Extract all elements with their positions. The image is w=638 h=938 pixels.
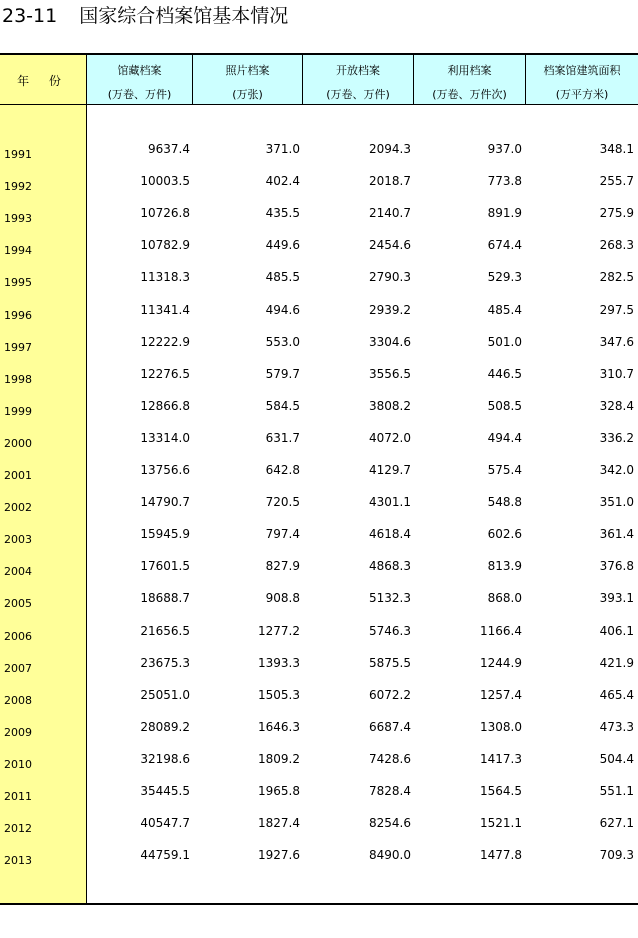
- row-value: 275.9: [599, 206, 634, 221]
- row-value: 13756.6: [140, 463, 190, 477]
- row-year: 2005: [4, 597, 32, 611]
- row-value: 406.1: [599, 623, 634, 638]
- row-value: 575.4: [487, 463, 522, 477]
- row-value: 371.0: [265, 142, 300, 156]
- row-value: 18688.7: [140, 591, 190, 606]
- row-value: 602.6: [487, 527, 522, 542]
- row-year: 2003: [4, 533, 32, 547]
- row-value: 35445.5: [140, 784, 190, 798]
- row-value: 551.1: [599, 784, 634, 798]
- row-value: 1927.6: [258, 848, 300, 863]
- row-value: 494.6: [265, 302, 300, 317]
- table-row: [0, 495, 638, 527]
- row-value: 7428.6: [369, 751, 411, 766]
- row-value: 6072.2: [369, 687, 411, 702]
- row-value: 1505.3: [258, 687, 300, 702]
- row-value: 40547.7: [140, 816, 190, 831]
- row-value: 7828.4: [369, 784, 411, 798]
- row-value: 328.4: [599, 398, 634, 413]
- row-year: 1997: [4, 340, 32, 354]
- row-value: 1393.3: [258, 655, 300, 670]
- row-value: 12866.8: [140, 398, 190, 413]
- row-value: 361.4: [599, 527, 634, 542]
- row-year: 1995: [4, 276, 32, 290]
- row-value: 827.9: [265, 559, 300, 574]
- header-used-unit: (万卷、万件次): [432, 88, 507, 101]
- row-value: 584.5: [265, 398, 300, 413]
- table-row: [0, 270, 638, 302]
- table-row: [0, 624, 638, 656]
- table-bottom-rule: [0, 903, 638, 905]
- header-photos-unit: (万张): [232, 88, 263, 101]
- row-value: 3556.5: [369, 366, 411, 381]
- row-value: 268.3: [599, 238, 634, 253]
- row-value: 773.8: [487, 174, 522, 189]
- row-value: 347.6: [599, 334, 634, 349]
- row-value: 627.1: [599, 816, 634, 831]
- row-value: 342.0: [599, 463, 634, 477]
- table-row: [0, 335, 638, 367]
- row-year: 1996: [4, 308, 32, 322]
- row-value: 937.0: [487, 142, 522, 156]
- row-value: 21656.5: [140, 623, 190, 638]
- row-value: 2454.6: [369, 238, 411, 253]
- row-value: 44759.1: [140, 848, 190, 863]
- header-open-name: 开放档案: [336, 64, 380, 77]
- row-value: 720.5: [265, 495, 300, 510]
- header-area-unit: (万平方米): [555, 88, 609, 101]
- row-value: 32198.6: [140, 751, 190, 766]
- row-value: 485.5: [265, 270, 300, 285]
- row-value: 310.7: [599, 366, 634, 381]
- row-value: 12276.5: [140, 366, 190, 381]
- row-value: 5132.3: [369, 591, 411, 606]
- table-row: [0, 367, 638, 399]
- row-value: 3808.2: [369, 398, 411, 413]
- row-value: 4618.4: [369, 527, 411, 542]
- row-value: 1308.0: [480, 719, 522, 734]
- table-row: [0, 174, 638, 206]
- table-row: [0, 848, 638, 880]
- row-value: 1417.3: [480, 751, 522, 766]
- row-value: 1646.3: [258, 719, 300, 734]
- row-value: 1521.1: [480, 816, 522, 831]
- row-value: 674.4: [487, 238, 522, 253]
- header-area: [526, 55, 638, 104]
- row-value: 4868.3: [369, 559, 411, 574]
- row-year: 2007: [4, 661, 32, 675]
- row-value: 465.4: [599, 687, 634, 702]
- row-value: 449.6: [265, 238, 300, 253]
- row-value: 10003.5: [140, 174, 190, 189]
- row-value: 2140.7: [369, 206, 411, 221]
- table-row: [0, 784, 638, 816]
- row-value: 908.8: [265, 591, 300, 606]
- table-row: [0, 527, 638, 559]
- row-value: 485.4: [487, 302, 522, 317]
- header-open-unit: (万卷、万件): [326, 88, 390, 101]
- page-title: [2, 2, 288, 30]
- row-year: 2004: [4, 565, 32, 579]
- row-value: 797.4: [265, 527, 300, 542]
- row-year: 1998: [4, 372, 32, 386]
- row-value: 4129.7: [369, 463, 411, 477]
- row-value: 508.5: [487, 398, 522, 413]
- row-year: 2001: [4, 469, 32, 482]
- header-holdings-name: 馆藏档案: [117, 64, 162, 77]
- row-value: 11341.4: [140, 302, 190, 317]
- header-used: [414, 55, 525, 104]
- table-row: [0, 656, 638, 688]
- header-year: 年 份: [17, 74, 69, 88]
- table-row: [0, 206, 638, 238]
- row-value: 1166.4: [480, 623, 522, 638]
- table-row: [0, 431, 638, 463]
- row-year: 2010: [4, 757, 32, 771]
- table-row: [0, 238, 638, 270]
- row-value: 8254.6: [369, 816, 411, 831]
- row-year: 2006: [4, 629, 32, 643]
- row-year: 1991: [4, 148, 32, 161]
- row-value: 1257.4: [480, 687, 522, 702]
- row-value: 473.3: [599, 719, 634, 734]
- row-value: 14790.7: [140, 495, 190, 510]
- row-value: 297.5: [599, 302, 634, 317]
- row-value: 579.7: [265, 366, 300, 381]
- row-year: 2008: [4, 693, 32, 707]
- row-value: 376.8: [599, 559, 634, 574]
- row-year: 1993: [4, 212, 32, 226]
- header-photos: [193, 55, 302, 104]
- row-value: 435.5: [265, 206, 300, 221]
- row-value: 5875.5: [369, 655, 411, 670]
- row-value: 529.3: [487, 270, 522, 285]
- table-row: [0, 399, 638, 431]
- table-row: [0, 142, 638, 174]
- table-number: 23-11: [2, 5, 58, 27]
- table-row: [0, 591, 638, 623]
- row-value: 2939.2: [369, 302, 411, 317]
- row-value: 421.9: [599, 655, 634, 670]
- row-value: 642.8: [265, 463, 300, 477]
- row-value: 336.2: [599, 430, 634, 445]
- row-value: 1477.8: [480, 848, 522, 863]
- row-year: 1994: [4, 244, 32, 258]
- row-value: 504.4: [599, 751, 634, 766]
- row-value: 9637.4: [148, 142, 190, 156]
- row-value: 1564.5: [480, 784, 522, 798]
- row-value: 553.0: [265, 334, 300, 349]
- row-year: 1999: [4, 404, 32, 418]
- row-value: 446.5: [487, 366, 522, 381]
- row-value: 351.0: [599, 495, 634, 510]
- row-value: 891.9: [487, 206, 522, 221]
- row-value: 393.1: [599, 591, 634, 606]
- header-used-name: 利用档案: [447, 64, 492, 77]
- header-photos-name: 照片档案: [225, 64, 270, 77]
- row-value: 282.5: [599, 270, 634, 285]
- table-row: [0, 752, 638, 784]
- row-value: 10782.9: [140, 238, 190, 253]
- row-value: 2018.7: [369, 174, 411, 189]
- row-year: 2002: [4, 501, 32, 515]
- row-value: 17601.5: [140, 559, 190, 574]
- table-row: [0, 688, 638, 720]
- row-value: 13314.0: [140, 430, 190, 445]
- row-year: 2009: [4, 725, 32, 739]
- row-value: 4072.0: [369, 430, 411, 445]
- row-value: 402.4: [265, 174, 300, 189]
- row-value: 8490.0: [369, 848, 411, 863]
- row-value: 868.0: [487, 591, 522, 606]
- row-year: 2000: [4, 436, 32, 450]
- row-value: 1277.2: [258, 623, 300, 638]
- row-year: 1992: [4, 180, 32, 194]
- row-year: 2011: [4, 790, 32, 803]
- row-value: 1244.9: [480, 655, 522, 670]
- row-value: 1965.8: [258, 784, 300, 798]
- header-bottom-rule: [0, 104, 638, 105]
- row-value: 501.0: [487, 334, 522, 349]
- row-value: 494.4: [487, 430, 522, 445]
- row-value: 10726.8: [140, 206, 190, 221]
- row-value: 2790.3: [369, 270, 411, 285]
- row-value: 11318.3: [140, 270, 190, 285]
- row-value: 548.8: [487, 495, 522, 510]
- header-holdings: [87, 55, 192, 104]
- row-value: 15945.9: [140, 527, 190, 542]
- header-open: [303, 55, 413, 104]
- row-value: 3304.6: [369, 334, 411, 349]
- table-row: [0, 816, 638, 848]
- header-holdings-unit: (万卷、万件): [107, 88, 172, 101]
- row-value: 2094.3: [369, 142, 411, 156]
- row-value: 25051.0: [140, 687, 190, 702]
- row-value: 6687.4: [369, 719, 411, 734]
- row-value: 1827.4: [258, 816, 300, 831]
- header-area-name: 档案馆建筑面积: [543, 64, 621, 77]
- table-row: [0, 720, 638, 752]
- row-year: 2012: [4, 822, 32, 836]
- row-value: 348.1: [599, 142, 634, 156]
- row-value: 813.9: [487, 559, 522, 574]
- table-row: [0, 559, 638, 591]
- row-value: 28089.2: [140, 719, 190, 734]
- table-row: [0, 303, 638, 335]
- row-value: 255.7: [599, 174, 634, 189]
- row-year: 2013: [4, 854, 32, 868]
- row-value: 1809.2: [258, 751, 300, 766]
- row-value: 23675.3: [140, 655, 190, 670]
- row-value: 631.7: [265, 430, 300, 445]
- row-value: 4301.1: [369, 495, 411, 510]
- table-row: [0, 463, 638, 495]
- row-value: 709.3: [599, 848, 634, 863]
- row-value: 12222.9: [140, 334, 190, 349]
- table-title: 国家综合档案馆基本情况: [79, 5, 289, 27]
- row-value: 5746.3: [369, 623, 411, 638]
